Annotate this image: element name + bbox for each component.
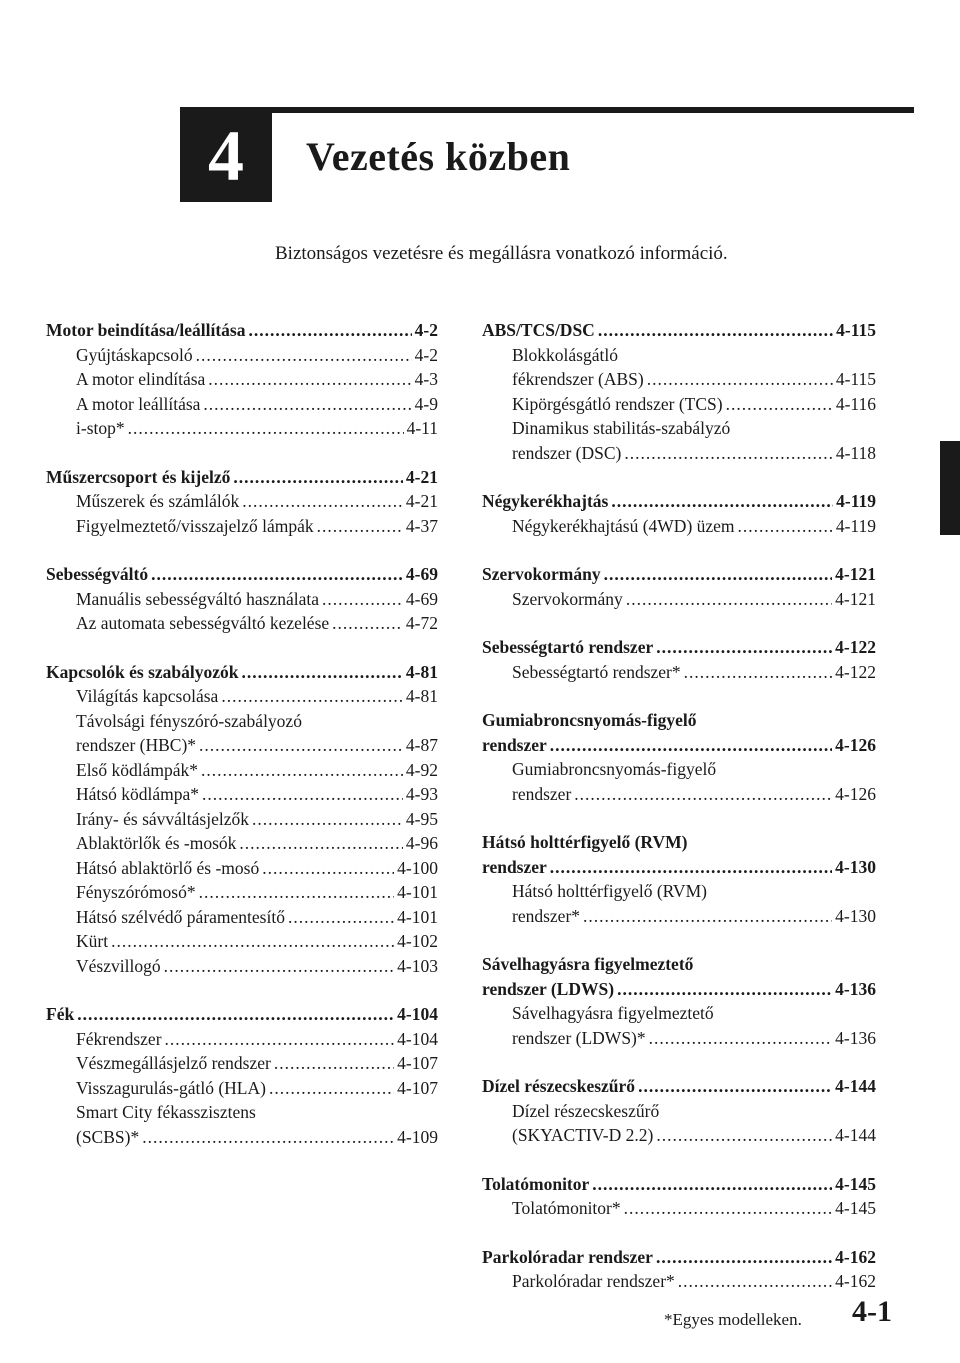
toc-section-heading[interactable] xyxy=(482,318,876,343)
toc-entry-label: Fék xyxy=(46,1004,75,1024)
chapter-title: Vezetés közben xyxy=(306,134,571,179)
toc-page-number: 4-95 xyxy=(405,808,438,829)
toc-page-number: 4-136 xyxy=(835,978,876,999)
toc-heading-line xyxy=(46,318,438,343)
toc-entry-line xyxy=(46,587,438,612)
toc-entry-label: rendszer (DSC) xyxy=(512,442,622,463)
toc-page-number: 4-100 xyxy=(397,857,438,878)
dot-leader xyxy=(626,587,832,612)
dot-leader xyxy=(151,562,403,587)
toc-entry-label: Négykerékhajtás xyxy=(482,491,609,511)
toc-section-heading[interactable] xyxy=(482,952,876,1001)
toc-entry-line xyxy=(482,514,876,539)
toc-entry-line xyxy=(482,587,876,612)
toc-entry-line xyxy=(46,733,438,758)
toc-entry-label: Parkolóradar rendszer xyxy=(482,1246,653,1267)
dot-leader xyxy=(199,733,403,758)
toc-heading-line xyxy=(482,562,876,587)
toc-entry-line xyxy=(482,782,876,807)
toc-entry-label: Kapcsolók és szabályozók xyxy=(46,661,239,682)
toc-heading-line xyxy=(482,1172,876,1197)
toc-right-column xyxy=(482,318,876,1318)
toc-entry-line xyxy=(46,709,438,734)
toc-page-number: 4-103 xyxy=(397,955,438,976)
dot-leader xyxy=(647,367,833,392)
dot-leader xyxy=(656,1245,832,1270)
toc-entry-label: Sávelhagyásra figyelmeztető xyxy=(512,1003,714,1023)
toc-section-heading[interactable] xyxy=(46,1002,438,1027)
dot-leader xyxy=(233,465,403,490)
dot-leader xyxy=(239,831,403,856)
toc-entry-line xyxy=(46,758,438,783)
toc-entry-line xyxy=(482,879,876,904)
toc-entry-line xyxy=(46,782,438,807)
dot-leader xyxy=(583,904,832,929)
toc-entry[interactable] xyxy=(46,831,438,856)
toc-page-number: 4-130 xyxy=(835,905,876,926)
toc-entry[interactable] xyxy=(482,1099,876,1148)
toc-page-number: 4-121 xyxy=(835,564,876,584)
dot-leader xyxy=(322,587,403,612)
toc-entry-line xyxy=(482,343,876,368)
toc-heading-line xyxy=(482,1245,876,1270)
toc-page-number: 4-115 xyxy=(835,369,876,389)
toc-entry[interactable] xyxy=(482,879,876,928)
dot-leader xyxy=(288,905,394,930)
toc-entry[interactable] xyxy=(46,489,438,514)
toc-entry-label: Gyújtáskapcsoló xyxy=(76,344,193,365)
toc-page-number: 4-115 xyxy=(836,320,876,340)
toc-entry[interactable] xyxy=(46,954,438,979)
toc-entry-line xyxy=(46,416,438,441)
toc-entry-label: Kipörgésgátló rendszer (TCS) xyxy=(512,393,723,414)
toc-entry[interactable] xyxy=(482,660,876,685)
toc-entry-label: Gumiabroncsnyomás-figyelő xyxy=(482,710,697,730)
toc-entry-label: Manuális sebességváltó használata xyxy=(76,588,319,609)
toc-entry[interactable] xyxy=(46,782,438,807)
footer-page-number: 4-1 xyxy=(852,1295,892,1328)
toc-entry-label: rendszer (HBC)* xyxy=(76,735,197,755)
toc-entry[interactable] xyxy=(46,1027,438,1052)
toc-heading-line xyxy=(482,733,876,758)
toc-entry-label: Visszagurulás-gátló (HLA) xyxy=(76,1077,266,1098)
toc-entry[interactable] xyxy=(46,416,438,441)
toc-heading-line xyxy=(482,977,876,1002)
toc-heading-line xyxy=(482,855,876,880)
toc-entry[interactable] xyxy=(482,1196,876,1221)
toc-entry-label: Fényszórómosó* xyxy=(76,882,196,902)
toc-entry-line xyxy=(46,1051,438,1076)
toc-entry[interactable] xyxy=(482,392,876,417)
toc-entry-label: Hátsó holttérfigyelő (RVM) xyxy=(482,832,688,852)
toc-page-number: 4-116 xyxy=(835,393,876,414)
toc-entry-label: Műszerek és számlálók xyxy=(76,491,240,511)
toc-entry-line xyxy=(46,367,438,392)
dot-leader xyxy=(738,514,833,539)
toc-section xyxy=(482,1172,876,1221)
toc-entry[interactable] xyxy=(482,1269,876,1294)
toc-entry-line xyxy=(46,954,438,979)
toc-entry-line xyxy=(46,392,438,417)
dot-leader xyxy=(196,343,412,368)
toc-entry-label: Blokkolásgátló xyxy=(512,344,618,365)
toc-heading-line xyxy=(482,1074,876,1099)
toc-entry-line xyxy=(46,343,438,368)
toc-entry-line xyxy=(46,880,438,905)
toc-page-number: 4-130 xyxy=(835,856,876,877)
toc-entry-label: Vészvillogó xyxy=(76,955,161,976)
toc-entry-label: Hátsó ködlámpa* xyxy=(76,784,199,804)
toc-entry-line xyxy=(482,1026,876,1051)
toc-heading-line xyxy=(482,830,876,855)
toc-page-number: 4-101 xyxy=(397,906,438,927)
dot-leader xyxy=(684,660,833,685)
toc-entry-label: Világítás kapcsolása xyxy=(76,686,219,706)
toc-entry-label: Ablaktörlők és -mosók xyxy=(76,833,237,853)
dot-leader xyxy=(649,1026,833,1051)
toc-entry-line xyxy=(482,1196,876,1221)
dot-leader xyxy=(221,684,403,709)
toc-heading-line xyxy=(46,465,438,490)
toc-heading-line xyxy=(482,489,876,514)
toc-entry-line xyxy=(46,1100,438,1125)
dot-leader xyxy=(165,1027,395,1052)
toc-section xyxy=(482,635,876,684)
dot-leader xyxy=(274,1051,394,1076)
toc-entry-line xyxy=(482,757,876,782)
toc-entry[interactable] xyxy=(46,1100,438,1149)
toc-page-number: 4-11 xyxy=(406,418,438,438)
toc-entry-label: Gumiabroncsnyomás-figyelő xyxy=(512,759,717,779)
toc-entry[interactable] xyxy=(46,709,438,758)
dot-leader xyxy=(550,733,832,758)
toc-page-number: 4-145 xyxy=(835,1173,876,1194)
toc-page-number: 4-162 xyxy=(835,1271,876,1291)
toc-page-number: 4-81 xyxy=(405,661,438,682)
toc-entry-label: Sebességtartó rendszer xyxy=(482,637,654,657)
toc-page-number: 4-21 xyxy=(405,466,438,487)
toc-section-heading[interactable] xyxy=(482,830,876,879)
toc-page-number: 4-2 xyxy=(414,320,438,340)
toc-page-number: 4-144 xyxy=(835,1076,876,1096)
toc-section-heading[interactable] xyxy=(482,1245,876,1270)
dot-leader xyxy=(624,441,832,466)
toc-entry-label: fékrendszer (ABS) xyxy=(512,369,644,389)
toc-section xyxy=(482,1074,876,1148)
toc-page-number: 4-119 xyxy=(836,491,876,511)
toc-section-heading[interactable] xyxy=(482,562,876,587)
toc-section-heading[interactable] xyxy=(46,318,438,343)
toc-entry-line xyxy=(46,1027,438,1052)
toc-entry[interactable] xyxy=(46,758,438,783)
dot-leader xyxy=(202,782,403,807)
chapter-number: 4 xyxy=(208,115,244,196)
toc-entry-line xyxy=(482,416,876,441)
toc-entry[interactable] xyxy=(46,367,438,392)
toc-entry[interactable] xyxy=(482,343,876,392)
toc-page-number: 4-122 xyxy=(835,661,876,682)
toc-entry-line xyxy=(46,1125,438,1150)
toc-page-number: 4-104 xyxy=(397,1028,438,1049)
toc-section xyxy=(482,318,876,465)
dot-leader xyxy=(128,416,404,441)
toc-entry-line xyxy=(482,1099,876,1124)
toc-section xyxy=(46,1002,438,1149)
toc-entry-line xyxy=(46,856,438,881)
toc-entry-label: (SCBS)* xyxy=(76,1126,140,1147)
toc-page-number: 4-162 xyxy=(835,1246,876,1267)
chapter-thumb-tab xyxy=(940,441,960,535)
toc-left-column xyxy=(46,318,438,1173)
toc-heading-line xyxy=(482,952,876,977)
toc-entry-label: Sebességtartó rendszer* xyxy=(512,661,681,682)
dot-leader xyxy=(242,660,403,685)
toc-page-number: 4-121 xyxy=(835,588,876,609)
chapter-subtitle: Biztonságos vezetésre és megállásra vonatkozó információ. xyxy=(275,243,728,264)
toc-entry-label: Tolatómonitor* xyxy=(512,1198,621,1218)
toc-section-heading[interactable] xyxy=(482,489,876,514)
toc-entry-label: Figyelmeztető/visszajelző lámpák xyxy=(76,515,314,536)
toc-entry-label: ABS/TCS/DSC xyxy=(482,320,595,340)
dot-leader xyxy=(656,1123,832,1148)
dot-leader xyxy=(199,880,395,905)
toc-entry[interactable] xyxy=(46,807,438,832)
toc-entry-line xyxy=(482,441,876,466)
toc-entry-line xyxy=(482,1001,876,1026)
dot-leader xyxy=(201,758,403,783)
toc-page-number: 4-107 xyxy=(397,1077,438,1098)
toc-page-number: 4-3 xyxy=(414,369,438,389)
dot-leader xyxy=(656,635,832,660)
dot-leader xyxy=(111,929,394,954)
toc-page-number: 4-81 xyxy=(405,686,438,706)
toc-page-number: 4-37 xyxy=(405,515,438,536)
footer-note: *Egyes modelleken. xyxy=(664,1310,802,1329)
dot-leader xyxy=(208,367,411,392)
toc-entry-label: Sávelhagyásra figyelmeztető xyxy=(482,954,694,974)
toc-page-number: 4-126 xyxy=(835,783,876,804)
toc-entry[interactable] xyxy=(46,343,438,368)
dot-leader xyxy=(332,611,403,636)
toc-section-heading[interactable] xyxy=(46,465,438,490)
dot-leader xyxy=(550,855,832,880)
toc-page-number: 4-93 xyxy=(405,784,438,804)
dot-leader xyxy=(604,562,833,587)
toc-entry-label: A motor elindítása xyxy=(76,369,206,389)
toc-entry[interactable] xyxy=(46,587,438,612)
toc-entry[interactable] xyxy=(482,587,876,612)
toc-entry-label: rendszer xyxy=(482,734,547,755)
toc-entry-label: Az automata sebességváltó kezelése xyxy=(76,613,330,633)
dot-leader xyxy=(242,489,403,514)
dot-leader xyxy=(77,1002,394,1027)
toc-page-number: 4-136 xyxy=(835,1027,876,1048)
toc-page-number: 4-21 xyxy=(405,491,438,511)
toc-page-number: 4-9 xyxy=(414,393,438,414)
dot-leader xyxy=(592,1172,832,1197)
toc-page-number: 4-122 xyxy=(835,637,876,657)
dot-leader xyxy=(164,954,395,979)
toc-entry-line xyxy=(46,929,438,954)
toc-entry-line xyxy=(46,489,438,514)
toc-entry-label: A motor leállítása xyxy=(76,393,201,414)
dot-leader xyxy=(252,807,403,832)
toc-entry-label: Szervokormány xyxy=(512,588,623,609)
toc-entry-label: Hátsó szélvédő páramentesítő xyxy=(76,906,285,927)
toc-entry-label: Távolsági fényszóró-szabályozó xyxy=(76,710,302,731)
toc-section xyxy=(482,708,876,806)
toc-entry-label: Tolatómonitor xyxy=(482,1173,590,1194)
toc-entry-label: rendszer xyxy=(482,856,547,877)
dot-leader xyxy=(598,318,833,343)
toc-page-number: 4-69 xyxy=(405,588,438,609)
dot-leader xyxy=(142,1125,394,1150)
toc-entry-line xyxy=(482,1123,876,1148)
toc-heading-line xyxy=(46,660,438,685)
toc-page-number: 4-126 xyxy=(835,734,876,755)
toc-entry-label: Sebességváltó xyxy=(46,564,149,584)
toc-page-number: 4-72 xyxy=(405,613,438,633)
toc-section-heading[interactable] xyxy=(482,1074,876,1099)
toc-page-number: 4-92 xyxy=(405,759,438,780)
toc-heading-line xyxy=(482,318,876,343)
toc-entry-label: Irány- és sávváltásjelzők xyxy=(76,808,249,829)
toc-entry-line xyxy=(482,660,876,685)
toc-entry-label: Műszercsoport és kijelző xyxy=(46,466,231,487)
toc-section-heading[interactable] xyxy=(482,708,876,757)
toc-page-number: 4-87 xyxy=(405,735,438,755)
toc-entry-label: Négykerékhajtású (4WD) üzem xyxy=(512,515,735,536)
dot-leader xyxy=(617,977,832,1002)
toc-entry-label: Dízel részecskeszűrő xyxy=(482,1076,636,1096)
toc-entry-label: Fékrendszer xyxy=(76,1028,162,1049)
toc-entry-line xyxy=(482,392,876,417)
toc-entry[interactable] xyxy=(46,880,438,905)
toc-heading-line xyxy=(482,635,876,660)
toc-entry-label: Kürt xyxy=(76,931,109,951)
toc-entry-line xyxy=(46,1076,438,1101)
toc-section xyxy=(46,660,438,979)
toc-entry-label: rendszer (LDWS)* xyxy=(512,1027,646,1048)
dot-leader xyxy=(611,489,833,514)
toc-entry-line xyxy=(46,831,438,856)
toc-page-number: 4-102 xyxy=(397,931,438,951)
toc-entry[interactable] xyxy=(46,1051,438,1076)
dot-leader xyxy=(317,514,403,539)
toc-heading-line xyxy=(482,708,876,733)
toc-section xyxy=(482,562,876,611)
toc-entry[interactable] xyxy=(46,1076,438,1101)
toc-page-number: 4-101 xyxy=(397,882,438,902)
toc-entry-label: Szervokormány xyxy=(482,564,601,584)
toc-page-number: 4-145 xyxy=(835,1198,876,1218)
toc-entry-line xyxy=(482,367,876,392)
chapter-number-box xyxy=(180,110,272,202)
toc-section xyxy=(46,562,438,636)
toc-heading-line xyxy=(46,1002,438,1027)
toc-entry-label: rendszer (LDWS) xyxy=(482,978,615,999)
toc-section xyxy=(482,952,876,1050)
dot-leader xyxy=(262,856,394,881)
toc-entry-label: Hátsó holttérfigyelő (RVM) xyxy=(512,881,707,901)
toc-page-number: 4-69 xyxy=(405,564,438,584)
toc-entry-label: Motor beindítása/leállítása xyxy=(46,320,246,340)
toc-entry[interactable] xyxy=(482,416,876,465)
toc-entry-label: Első ködlámpák* xyxy=(76,759,198,780)
toc-entry[interactable] xyxy=(46,392,438,417)
toc-entry-label: i-stop* xyxy=(76,418,125,438)
toc-section xyxy=(482,830,876,928)
dot-leader xyxy=(638,1074,832,1099)
dot-leader xyxy=(269,1076,394,1101)
toc-entry[interactable] xyxy=(46,905,438,930)
toc-page-number: 4-104 xyxy=(397,1004,438,1024)
toc-entry-line xyxy=(46,684,438,709)
toc-entry-line xyxy=(46,611,438,636)
toc-entry-line xyxy=(482,904,876,929)
toc-section-heading[interactable] xyxy=(46,660,438,685)
header-rule xyxy=(180,107,914,113)
toc-section-heading[interactable] xyxy=(482,1172,876,1197)
toc-entry[interactable] xyxy=(482,1001,876,1050)
dot-leader xyxy=(203,392,411,417)
toc-entry[interactable] xyxy=(46,856,438,881)
toc-entry[interactable] xyxy=(46,514,438,539)
toc-entry-label: Dízel részecskeszűrő xyxy=(512,1100,660,1121)
toc-entry-line xyxy=(46,807,438,832)
toc-page-number: 4-144 xyxy=(835,1125,876,1145)
dot-leader xyxy=(574,782,832,807)
toc-section-heading[interactable] xyxy=(482,635,876,660)
dot-leader xyxy=(726,392,833,417)
toc-section xyxy=(46,465,438,539)
toc-page-number: 4-107 xyxy=(397,1053,438,1073)
toc-page-number: 4-119 xyxy=(835,515,876,536)
toc-section-heading[interactable] xyxy=(46,562,438,587)
toc-page-number: 4-2 xyxy=(414,344,438,365)
toc-page-number: 4-96 xyxy=(405,833,438,853)
toc-entry-label: rendszer* xyxy=(512,905,581,926)
toc-entry[interactable] xyxy=(46,611,438,636)
toc-entry-label: Dinamikus stabilitás-szabályzó xyxy=(512,418,731,438)
toc-heading-line xyxy=(46,562,438,587)
toc-entry-label: Smart City fékasszisztens xyxy=(76,1102,256,1122)
dot-leader xyxy=(248,318,411,343)
toc-entry-label: rendszer xyxy=(512,783,572,804)
toc-entry-line xyxy=(46,514,438,539)
toc-entry[interactable] xyxy=(46,684,438,709)
toc-entry[interactable] xyxy=(482,757,876,806)
toc-entry-line xyxy=(482,1269,876,1294)
toc-entry-label: (SKYACTIV-D 2.2) xyxy=(512,1125,654,1145)
toc-page-number: 4-109 xyxy=(397,1126,438,1147)
toc-section xyxy=(46,318,438,441)
toc-entry-label: Hátsó ablaktörlő és -mosó xyxy=(76,857,260,878)
toc-section xyxy=(482,489,876,538)
toc-entry-label: Vészmegállásjelző rendszer xyxy=(76,1053,271,1073)
dot-leader xyxy=(678,1269,832,1294)
dot-leader xyxy=(624,1196,833,1221)
toc-section xyxy=(482,1245,876,1294)
toc-entry[interactable] xyxy=(46,929,438,954)
toc-entry[interactable] xyxy=(482,514,876,539)
toc-page-number: 4-118 xyxy=(835,442,876,463)
toc-entry-line xyxy=(46,905,438,930)
toc-entry-label: Parkolóradar rendszer* xyxy=(512,1271,675,1291)
